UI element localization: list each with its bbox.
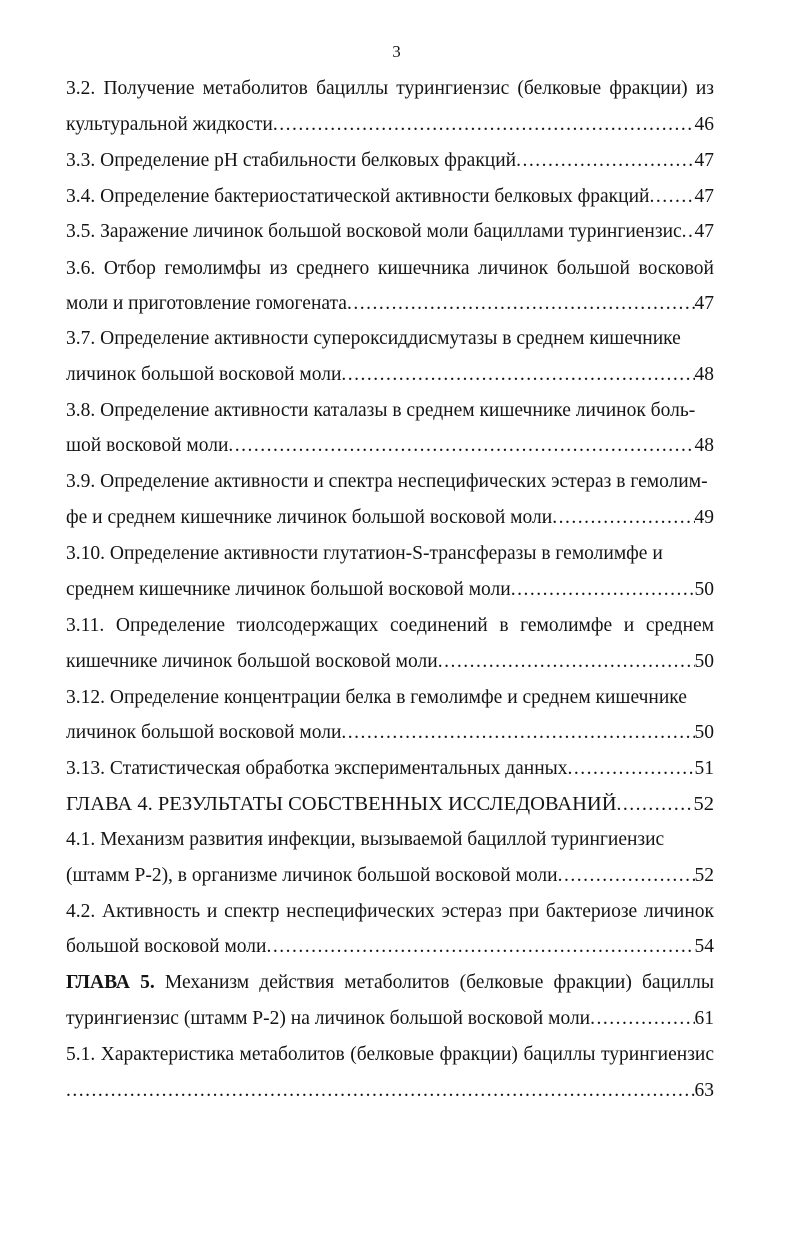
toc-entry-3-9-line1: 3.9. Определение активности и спектра неспецифических эстераз в гемолим- [66, 471, 708, 492]
dot-leader [617, 791, 694, 818]
dot-leader [649, 183, 694, 211]
toc-entry-3-3-page: 47 [694, 150, 714, 171]
toc-entry-3-6-title: моли и приготовление гомогената [66, 293, 347, 314]
toc-chapter-5-title: Механизм действия метаболитов (белковые фракции) бациллы [164, 972, 714, 993]
toc-entry-4-1-line2 [66, 862, 714, 890]
toc-chapter-5-page: 61 [694, 1008, 714, 1029]
toc-entry-3-5 [66, 218, 714, 246]
toc-entry-5-1-line2 [66, 1077, 714, 1105]
dot-leader [590, 1005, 694, 1033]
toc-entry-3-7-line2 [66, 361, 714, 389]
dot-leader [511, 576, 695, 604]
toc-entry-3-7-line1: 3.7. Определение активности супероксиддисмутазы в среднем кишечнике [66, 328, 681, 349]
toc-entry-3-10-title: среднем кишечнике личинок большой восковой моли [66, 579, 511, 600]
toc-entry-4-2-line2 [66, 933, 714, 961]
dot-leader [273, 111, 695, 139]
toc-entry-3-11-line1: 3.11. Определение тиолсодержащих соединений в гемолимфе и среднем [66, 615, 714, 636]
toc-entry-3-11-page: 50 [694, 651, 714, 672]
dot-leader [341, 361, 694, 389]
toc-entry-4-2-line1: 4.2. Активность и спектр неспецифических эстераз при бактериозе личинок [66, 901, 714, 922]
toc-entry-3-2-title: культуральной жидкости [66, 114, 273, 135]
toc-entry-3-5-title: 3.5. Заражение личинок большой восковой моли бациллами турингиензис [66, 221, 682, 242]
toc-entry-3-12-line2 [66, 719, 714, 747]
toc-entry-3-12-line1: 3.12. Определение концентрации белка в гемолимфе и среднем кишечнике [66, 687, 687, 708]
toc-entry-3-13 [66, 755, 714, 783]
toc-entry-3-8-title: шой восковой моли [66, 435, 229, 456]
dot-leader [266, 933, 694, 961]
toc-entry-3-8-line2 [66, 432, 714, 460]
toc-entry-3-12-title: личинок большой восковой моли [66, 722, 342, 743]
toc-chapter-5-line2 [66, 1005, 714, 1033]
toc-entry-4-2-title: большой восковой моли [66, 936, 267, 957]
toc-entry-3-9-line2 [66, 504, 714, 532]
dot-leader [347, 290, 695, 318]
toc-entry-3-11-line2 [66, 648, 714, 676]
toc-entry-3-10-line1: 3.10. Определение активности глутатион-S-трансферазы в гемолимфе и [66, 543, 663, 564]
dot-leader [438, 648, 695, 676]
toc-chapter-5-line1 [66, 969, 714, 997]
dot-leader [66, 1077, 695, 1105]
toc-entry-3-10-page: 50 [694, 579, 714, 600]
dot-leader [228, 432, 694, 460]
dot-leader [516, 147, 694, 175]
dot-leader [341, 719, 694, 747]
toc-chapter-5-label: ГЛАВА 5. [66, 972, 155, 993]
toc-entry-3-11-title: кишечнике личинок большой восковой моли [66, 651, 438, 672]
toc-entry-3-13-title: 3.13. Статистическая обработка экспериментальных данных [66, 758, 568, 779]
toc-entry-3-5-page: 47 [694, 221, 714, 242]
toc-entry-3-7-title: личинок большой восковой моли [66, 364, 342, 385]
toc-entry-4-1-title: (штамм Р-2), в организме личинок большой восковой моли [66, 865, 558, 886]
toc-entry-3-9-title: фе и среднем кишечнике личинок большой восковой моли [66, 507, 553, 528]
toc-entry-3-8-page: 48 [694, 435, 714, 456]
dot-leader [682, 218, 695, 246]
toc-entry-3-6-line1: 3.6. Отбор гемолимфы из среднего кишечника личинок большой восковой [66, 258, 714, 279]
toc-entry-5-1-page: 63 [694, 1080, 714, 1101]
dot-leader [568, 755, 695, 783]
toc-entry-3-8-line1: 3.8. Определение активности каталазы в среднем кишечнике личинок боль- [66, 400, 696, 421]
toc-entry-3-7-page: 48 [694, 364, 714, 385]
toc-entry-3-10-line2 [66, 576, 714, 604]
page-number: 3 [392, 42, 401, 61]
toc-entry-3-6-page: 47 [694, 293, 714, 314]
dot-leader [552, 504, 694, 532]
toc-entry-4-2-page: 54 [694, 936, 714, 957]
toc-entry-5-1-line1: 5.1. Характеристика метаболитов (белковые фракции) бациллы турингиензис [66, 1044, 714, 1065]
toc-entry-3-3-title: 3.3. Определение pH стабильности белковых фракций [66, 150, 517, 171]
toc-entry-3-9-page: 49 [694, 507, 714, 528]
toc-entry-3-4-page: 47 [694, 186, 714, 207]
toc-entry-3-2-line1: 3.2. Получение метаболитов бациллы турингиензис (белковые фракции) из [66, 78, 714, 99]
toc-entry-3-3 [66, 147, 714, 175]
toc-entry-4-1-page: 52 [694, 865, 714, 886]
toc-chapter-4-title: ГЛАВА 4. РЕЗУЛЬТАТЫ СОБСТВЕННЫХ ИССЛЕДОВАНИЙ [66, 793, 617, 815]
toc-chapter-5-title-cont: турингиензис (штамм Р-2) на личинок большой восковой моли [66, 1008, 591, 1029]
toc-entry-3-13-page: 51 [694, 758, 714, 779]
dot-leader [558, 862, 695, 890]
toc-chapter-4-page: 52 [693, 793, 714, 815]
toc-entry-3-4 [66, 183, 714, 211]
toc-entry-3-12-page: 50 [694, 722, 714, 743]
toc-entry-3-2-page: 46 [694, 114, 714, 135]
toc-entry-4-1-line1: 4.1. Механизм развития инфекции, вызываемой бациллой турингиензис [66, 829, 665, 850]
toc-entry-3-6-line2 [66, 290, 714, 318]
toc-entry-3-4-title: 3.4. Определение бактериостатической активности белковых фракций [66, 186, 650, 207]
toc-entry-3-2-line2 [66, 111, 714, 139]
toc-chapter-4 [66, 790, 714, 818]
